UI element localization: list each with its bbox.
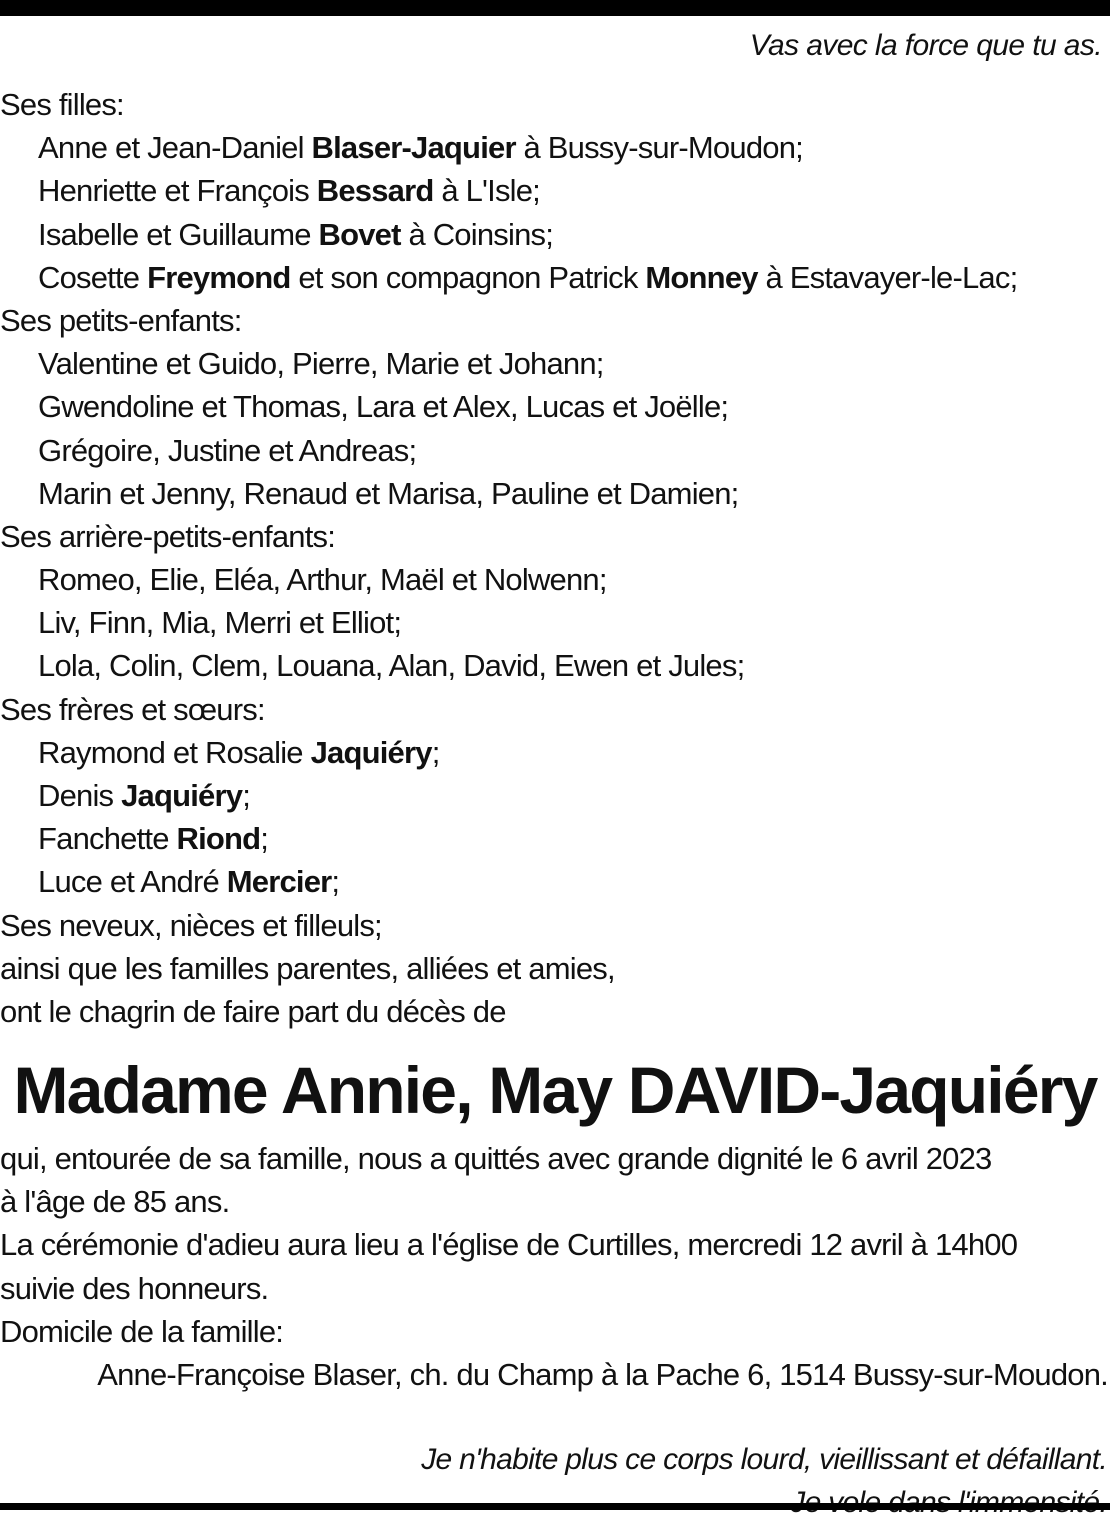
entry-text: ; xyxy=(242,778,251,813)
detail-line: Domicile de la famille: xyxy=(0,1313,284,1349)
entry-text: et son compagnon Patrick xyxy=(290,259,646,295)
family-address: Anne-Françoise Blaser, ch. du Champ à la Pache 6, 1514 Bussy-sur-Moudon. xyxy=(97,1356,1108,1392)
entry-text: Raymond et Rosalie xyxy=(38,734,311,770)
surname: Blaser-Jaquier xyxy=(311,130,516,166)
detail-line: La cérémonie d'adieu aura lieu a l'église de Curtilles, mercredi 12 avril à 14h00 xyxy=(0,1227,1018,1263)
family-entry xyxy=(0,601,1110,644)
surname: Bovet xyxy=(318,216,401,252)
entry-text: à Estavayer-le-Lac; xyxy=(757,259,1018,295)
family-entry xyxy=(0,860,1110,903)
closing-line: ont le chagrin de faire part du décès de xyxy=(0,993,506,1029)
surname: Mercier xyxy=(226,864,332,900)
section-heading: Ses frères et sœurs: xyxy=(0,691,265,727)
opening-quote: Vas avec la force que tu as. xyxy=(749,29,1102,62)
entry-text: à L'Isle; xyxy=(433,173,540,209)
family-entry xyxy=(0,472,1110,515)
entry-text: ; xyxy=(331,864,340,900)
closing-line: Ses neveux, nièces et filleuls; xyxy=(0,907,382,943)
surname: Bessard xyxy=(316,173,434,209)
detail-line: suivie des honneurs. xyxy=(0,1270,269,1306)
family-entry xyxy=(0,817,1110,860)
family-entry xyxy=(0,731,1110,774)
entry-text: Valentine et Guido, Pierre, Marie et Johann; xyxy=(38,346,604,382)
section-heading: Ses petits-enfants: xyxy=(0,302,242,338)
deceased-name: Madame Annie, May DAVID-Jaquiéry xyxy=(13,1053,1097,1127)
closing-quote xyxy=(421,1438,1107,1524)
entry-text: Gwendoline et Thomas, Lara et Alex, Lucas et Joëlle; xyxy=(38,389,729,425)
bottom-rule xyxy=(0,1503,1110,1510)
entry-text: Denis xyxy=(38,778,122,813)
entry-text: Anne et Jean-Daniel xyxy=(38,130,312,166)
details-block xyxy=(0,1137,1110,1396)
family-entry xyxy=(0,256,1110,299)
family-list xyxy=(0,83,1110,1033)
detail-line: à l'âge de 85 ans. xyxy=(0,1184,230,1220)
entry-text: Fanchette xyxy=(38,821,177,857)
detail-line: qui, entourée de sa famille, nous a quittés avec grande dignité le 6 avril 2023 xyxy=(0,1141,992,1176)
entry-text: Grégoire, Justine et Andreas; xyxy=(38,432,417,468)
surname: Freymond xyxy=(147,259,291,295)
section-heading: Ses arrière-petits-enfants: xyxy=(0,518,336,554)
family-entry xyxy=(0,429,1110,472)
family-entry xyxy=(0,213,1110,256)
family-entry xyxy=(0,385,1110,428)
surname: Monney xyxy=(645,259,758,295)
surname: Jaquiéry xyxy=(121,778,243,813)
entry-text: à Coinsins; xyxy=(400,216,554,252)
closing-line: ainsi que les familles parentes, alliées et amies, xyxy=(0,950,615,986)
entry-text: Isabelle et Guillaume xyxy=(38,216,319,252)
top-rule xyxy=(0,0,1110,16)
section-heading: Ses filles: xyxy=(0,87,124,122)
entry-text: Marin et Jenny, Renaud et Marisa, Pauline et Damien; xyxy=(38,475,739,511)
family-entry xyxy=(0,126,1110,169)
surname: Jaquiéry xyxy=(310,734,432,770)
family-entry xyxy=(0,169,1110,212)
entry-text: Luce et André xyxy=(38,864,227,900)
entry-text: ; xyxy=(260,821,269,857)
family-entry xyxy=(0,558,1110,601)
entry-text: Liv, Finn, Mia, Merri et Elliot; xyxy=(38,605,402,641)
entry-text: Lola, Colin, Clem, Louana, Alan, David, Ewen et Jules; xyxy=(38,648,745,684)
closing-quote-line: Je n'habite plus ce corps lourd, vieillissant et défaillant. xyxy=(421,1443,1107,1476)
surname: Riond xyxy=(176,821,261,857)
entry-text: Romeo, Elie, Eléa, Arthur, Maël et Nolwenn; xyxy=(38,562,607,598)
entry-text: ; xyxy=(431,734,440,770)
entry-text: Henriette et François xyxy=(38,173,317,209)
entry-text: Cosette xyxy=(38,259,148,295)
family-entry xyxy=(0,774,1110,817)
entry-text: à Bussy-sur-Moudon; xyxy=(515,130,803,166)
family-entry xyxy=(0,644,1110,687)
family-entry xyxy=(0,342,1110,385)
